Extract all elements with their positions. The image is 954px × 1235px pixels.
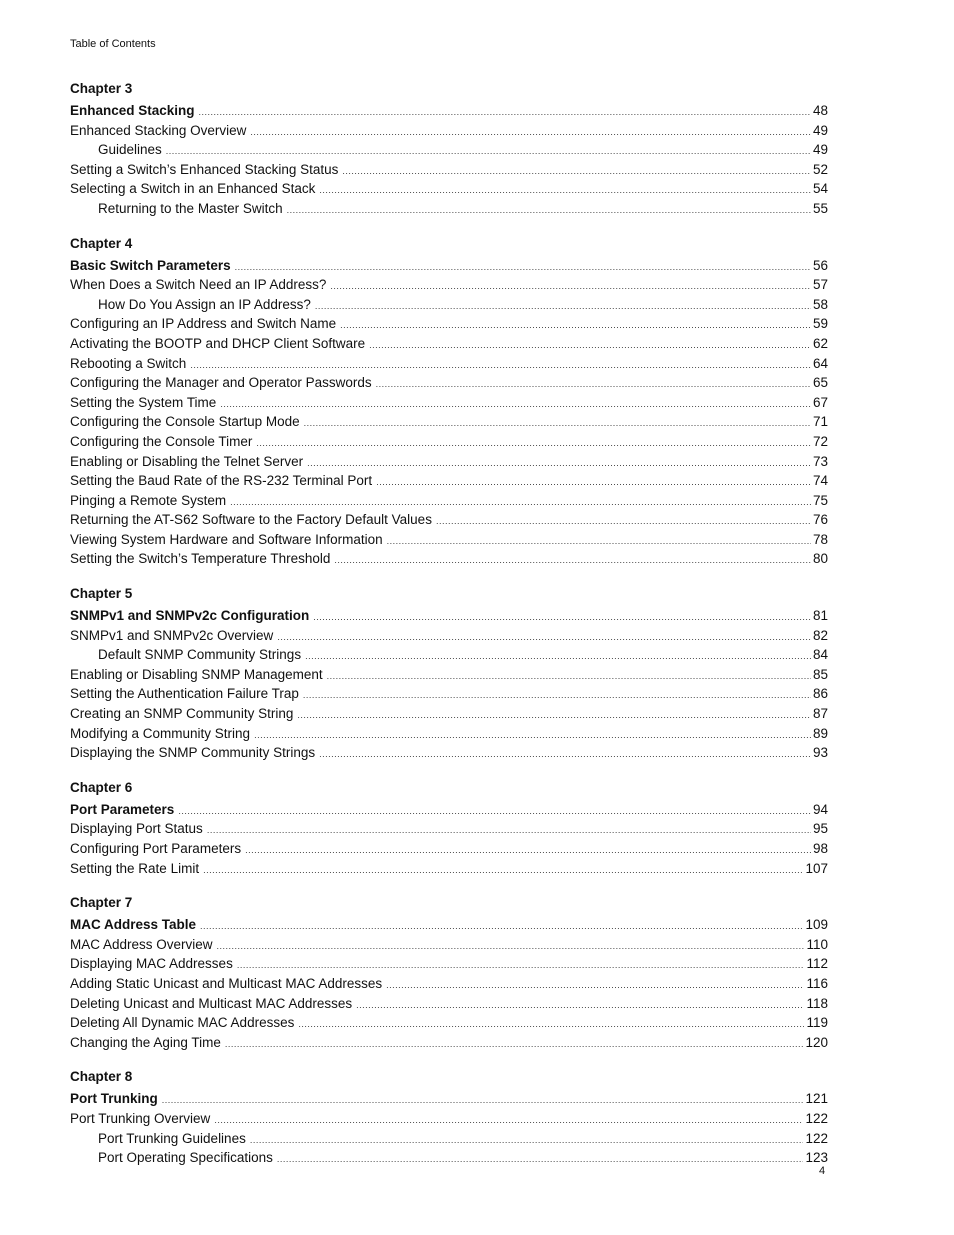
chapter-label: Chapter 3: [70, 81, 133, 96]
entry-page-number: 58: [812, 296, 828, 312]
entry-label: Changing the Aging Time: [70, 1034, 221, 1050]
entry-label: Default SNMP Community Strings: [98, 647, 302, 663]
entry-label: Displaying Port Status: [70, 821, 203, 837]
entry-page-number: 64: [812, 355, 828, 371]
entry-page-number: 75: [812, 492, 828, 508]
entry-page-number: 118: [806, 995, 828, 1011]
entry-label: Basic Switch Parameters: [70, 257, 231, 273]
entry-page-number: 84: [812, 647, 828, 663]
entry-page-number: 57: [812, 277, 828, 293]
toc-entry[interactable]: [70, 453, 828, 473]
chapter-title-entry[interactable]: [70, 1090, 828, 1110]
entry-label: Configuring the Console Timer: [70, 433, 253, 449]
dot-leader: [277, 1150, 804, 1169]
entry-page-number: 49: [812, 142, 828, 158]
chapter-title-entry[interactable]: [70, 801, 828, 821]
dot-leader: [307, 454, 811, 473]
page-number: 4: [819, 1165, 826, 1177]
chapter-title-entry[interactable]: [70, 916, 828, 936]
chapter-label: Chapter 4: [70, 235, 133, 251]
entry-page-number: 85: [812, 666, 828, 682]
toc-entry[interactable]: [70, 472, 828, 492]
toc-entry[interactable]: [70, 433, 828, 453]
entry-page-number: 49: [812, 122, 828, 138]
entry-page-number: 81: [812, 608, 828, 624]
dot-leader: [254, 726, 811, 745]
toc-entry[interactable]: [70, 705, 828, 725]
entry-label: Setting the Baud Rate of the RS-232 Terminal Port: [70, 473, 373, 489]
toc-entry[interactable]: [70, 744, 828, 764]
entry-label: SNMPv1 and SNMPv2c Configuration: [70, 608, 310, 624]
entry-page-number: 48: [812, 103, 828, 118]
dot-leader: [287, 201, 811, 220]
dot-leader: [166, 142, 811, 161]
entry-label: Port Trunking Overview: [70, 1110, 211, 1126]
toc-entry[interactable]: [70, 860, 828, 880]
dot-leader: [319, 181, 811, 200]
toc-entry[interactable]: [70, 276, 828, 296]
chapter-section: [70, 894, 828, 1053]
toc-entry[interactable]: [70, 335, 828, 355]
dot-leader: [225, 1035, 804, 1054]
dot-leader: [214, 1111, 803, 1130]
entry-label: Port Trunking: [70, 1091, 158, 1107]
dot-leader: [303, 686, 811, 705]
chapter-label: Chapter 6: [70, 779, 133, 795]
entry-label: SNMPv1 and SNMPv2c Overview: [70, 627, 274, 643]
entry-label: Pinging a Remote System: [70, 492, 227, 508]
dot-leader: [298, 1015, 804, 1034]
entry-page-number: 120: [805, 1034, 828, 1050]
entry-label: Setting the Authentication Failure Trap: [70, 686, 299, 702]
entry-label: Enabling or Disabling SNMP Management: [70, 666, 323, 682]
dot-leader: [386, 976, 804, 995]
chapter-section: [70, 80, 828, 220]
entry-label: Configuring Port Parameters: [70, 841, 242, 856]
dot-leader: [162, 1091, 804, 1110]
toc-subentry[interactable]: [70, 646, 828, 666]
toc-entry[interactable]: [70, 413, 828, 433]
entry-page-number: 112: [806, 956, 828, 972]
dot-leader: [315, 297, 811, 316]
entry-label: Setting the System Time: [70, 394, 217, 410]
chapter-title-entry[interactable]: [70, 257, 828, 277]
entry-page-number: 54: [812, 181, 828, 197]
toc-entry[interactable]: [70, 180, 828, 200]
dot-leader: [277, 628, 811, 647]
dot-leader: [436, 512, 811, 531]
dot-leader: [256, 434, 811, 453]
entry-label: Deleting All Dynamic MAC Addresses: [70, 1015, 295, 1031]
entry-page-number: 98: [812, 841, 828, 856]
toc-entry[interactable]: [70, 975, 828, 995]
toc-entry[interactable]: [70, 666, 828, 686]
toc-entry[interactable]: [70, 374, 828, 394]
toc-entry[interactable]: [70, 355, 828, 375]
entry-label: Deleting Unicast and Multicast MAC Addresses: [70, 995, 353, 1011]
dot-leader: [190, 356, 811, 375]
dot-leader: [199, 103, 811, 122]
chapter-section: [70, 779, 828, 879]
dot-leader: [376, 375, 811, 394]
entry-label: Configuring the Console Startup Mode: [70, 414, 300, 430]
entry-label: Enabling or Disabling the Telnet Server: [70, 453, 304, 469]
entry-page-number: 67: [812, 394, 828, 410]
entry-page-number: 107: [805, 860, 828, 876]
entry-page-number: 78: [812, 531, 828, 547]
toc-entry[interactable]: [70, 627, 828, 647]
entry-label: Enhanced Stacking Overview: [70, 122, 247, 138]
chapter-section: [70, 235, 828, 571]
toc-entry[interactable]: [70, 995, 828, 1015]
toc-entry[interactable]: [70, 685, 828, 705]
toc-entry[interactable]: [70, 1110, 828, 1130]
toc-entry[interactable]: [70, 161, 828, 181]
dot-leader: [327, 667, 811, 686]
entry-page-number: 122: [805, 1130, 828, 1146]
table-of-contents: [70, 80, 828, 1184]
entry-label: Setting the Rate Limit: [70, 860, 200, 876]
entry-label: How Do You Assign an IP Address?: [98, 296, 311, 312]
dot-leader: [387, 532, 811, 551]
entry-page-number: 76: [812, 512, 828, 528]
dot-leader: [305, 647, 811, 666]
toc-subentry[interactable]: [70, 1149, 828, 1169]
chapter-title-entry[interactable]: [70, 102, 828, 122]
toc-entry[interactable]: [70, 1034, 828, 1054]
entry-page-number: 82: [812, 627, 828, 643]
toc-entry[interactable]: [70, 936, 828, 956]
entry-page-number: 93: [812, 745, 828, 761]
entry-label: When Does a Switch Need an IP Address?: [70, 277, 327, 293]
toc-entry[interactable]: [70, 820, 828, 840]
toc-subentry[interactable]: [70, 1130, 828, 1150]
entry-page-number: 121: [805, 1091, 828, 1107]
chapter-label: Chapter 7: [70, 895, 133, 911]
entry-page-number: 110: [806, 936, 828, 952]
toc-entry[interactable]: [70, 725, 828, 745]
toc-entry[interactable]: [70, 394, 828, 414]
dot-leader: [207, 821, 811, 840]
entry-page-number: 59: [812, 316, 828, 332]
entry-label: Configuring the Manager and Operator Passwords: [70, 375, 372, 391]
toc-subentry[interactable]: [70, 296, 828, 316]
dot-leader: [178, 802, 811, 821]
toc-entry[interactable]: [70, 1014, 828, 1034]
dot-leader: [304, 414, 811, 433]
toc-entry[interactable]: [70, 122, 828, 142]
dot-leader: [297, 706, 811, 725]
entry-page-number: 52: [812, 161, 828, 177]
entry-page-number: 72: [812, 433, 828, 449]
dot-leader: [342, 162, 811, 181]
entry-label: Adding Static Unicast and Multicast MAC Addresses: [70, 975, 383, 991]
chapter-section: [70, 585, 828, 764]
entry-page-number: 65: [812, 375, 828, 391]
entry-page-number: 87: [812, 706, 828, 722]
entry-page-number: 122: [805, 1110, 828, 1126]
entry-label: MAC Address Overview: [70, 936, 213, 952]
entry-label: Enhanced Stacking: [70, 103, 195, 118]
dot-leader: [200, 917, 803, 936]
dot-leader: [237, 956, 805, 975]
entry-label: Viewing System Hardware and Software Information: [70, 531, 383, 547]
running-head: Table of Contents: [70, 38, 156, 50]
dot-leader: [230, 493, 811, 512]
entry-label: Rebooting a Switch: [70, 355, 187, 371]
toc-entry[interactable]: [70, 550, 828, 570]
toc-entry[interactable]: [70, 531, 828, 551]
dot-leader: [340, 316, 811, 335]
entry-page-number: 95: [812, 821, 828, 837]
toc-entry[interactable]: [70, 840, 828, 860]
toc-subentry[interactable]: [70, 200, 828, 220]
chapter-label: Chapter 8: [70, 1069, 133, 1085]
entry-label: Creating an SNMP Community String: [70, 706, 294, 722]
entry-page-number: 109: [805, 917, 828, 933]
entry-label: Displaying MAC Addresses: [70, 956, 233, 972]
dot-leader: [369, 336, 811, 355]
toc-entry[interactable]: [70, 492, 828, 512]
toc-subentry[interactable]: [70, 141, 828, 161]
entry-page-number: 119: [806, 1015, 828, 1031]
entry-page-number: 94: [812, 801, 828, 817]
entry-page-number: 56: [812, 257, 828, 273]
entry-label: Returning to the Master Switch: [98, 200, 283, 216]
dot-leader: [203, 861, 803, 880]
entry-page-number: 116: [806, 975, 828, 991]
chapter-title-entry[interactable]: [70, 607, 828, 627]
toc-entry[interactable]: [70, 511, 828, 531]
dot-leader: [250, 123, 811, 142]
entry-page-number: 62: [812, 335, 828, 351]
dot-leader: [376, 473, 811, 492]
dot-leader: [313, 608, 811, 627]
entry-label: Setting the Switch’s Temperature Threshold: [70, 551, 331, 567]
dot-leader: [334, 551, 811, 570]
entry-label: MAC Address Table: [70, 917, 197, 933]
entry-label: Activating the BOOTP and DHCP Client Software: [70, 335, 366, 351]
dot-leader: [250, 1131, 804, 1150]
entry-page-number: 86: [812, 686, 828, 702]
entry-label: Selecting a Switch in an Enhanced Stack: [70, 181, 316, 197]
entry-label: Returning the AT-S62 Software to the Factory Default Values: [70, 512, 432, 528]
entry-page-number: 71: [812, 414, 828, 430]
entry-page-number: 80: [812, 551, 828, 567]
entry-label: Port Parameters: [70, 801, 175, 817]
dot-leader: [235, 258, 811, 277]
entry-label: Setting a Switch’s Enhanced Stacking Status: [70, 161, 339, 177]
dot-leader: [245, 841, 811, 860]
entry-label: Port Trunking Guidelines: [98, 1130, 246, 1146]
entry-label: Modifying a Community String: [70, 725, 251, 741]
entry-page-number: 55: [812, 200, 828, 216]
dot-leader: [217, 937, 805, 956]
entry-page-number: 74: [812, 473, 828, 489]
toc-entry[interactable]: [70, 315, 828, 335]
entry-page-number: 89: [812, 725, 828, 741]
dot-leader: [319, 745, 811, 764]
entry-label: Port Operating Specifications: [98, 1150, 273, 1166]
entry-page-number: 123: [805, 1150, 828, 1166]
chapter-section: [70, 1068, 828, 1168]
toc-entry[interactable]: [70, 955, 828, 975]
entry-page-number: 73: [812, 453, 828, 469]
dot-leader: [220, 395, 811, 414]
entry-label: Displaying the SNMP Community Strings: [70, 745, 316, 761]
chapter-label: Chapter 5: [70, 586, 133, 602]
entry-label: Configuring an IP Address and Switch Name: [70, 316, 337, 332]
dot-leader: [330, 277, 811, 296]
entry-label: Guidelines: [98, 142, 162, 158]
dot-leader: [356, 996, 804, 1015]
